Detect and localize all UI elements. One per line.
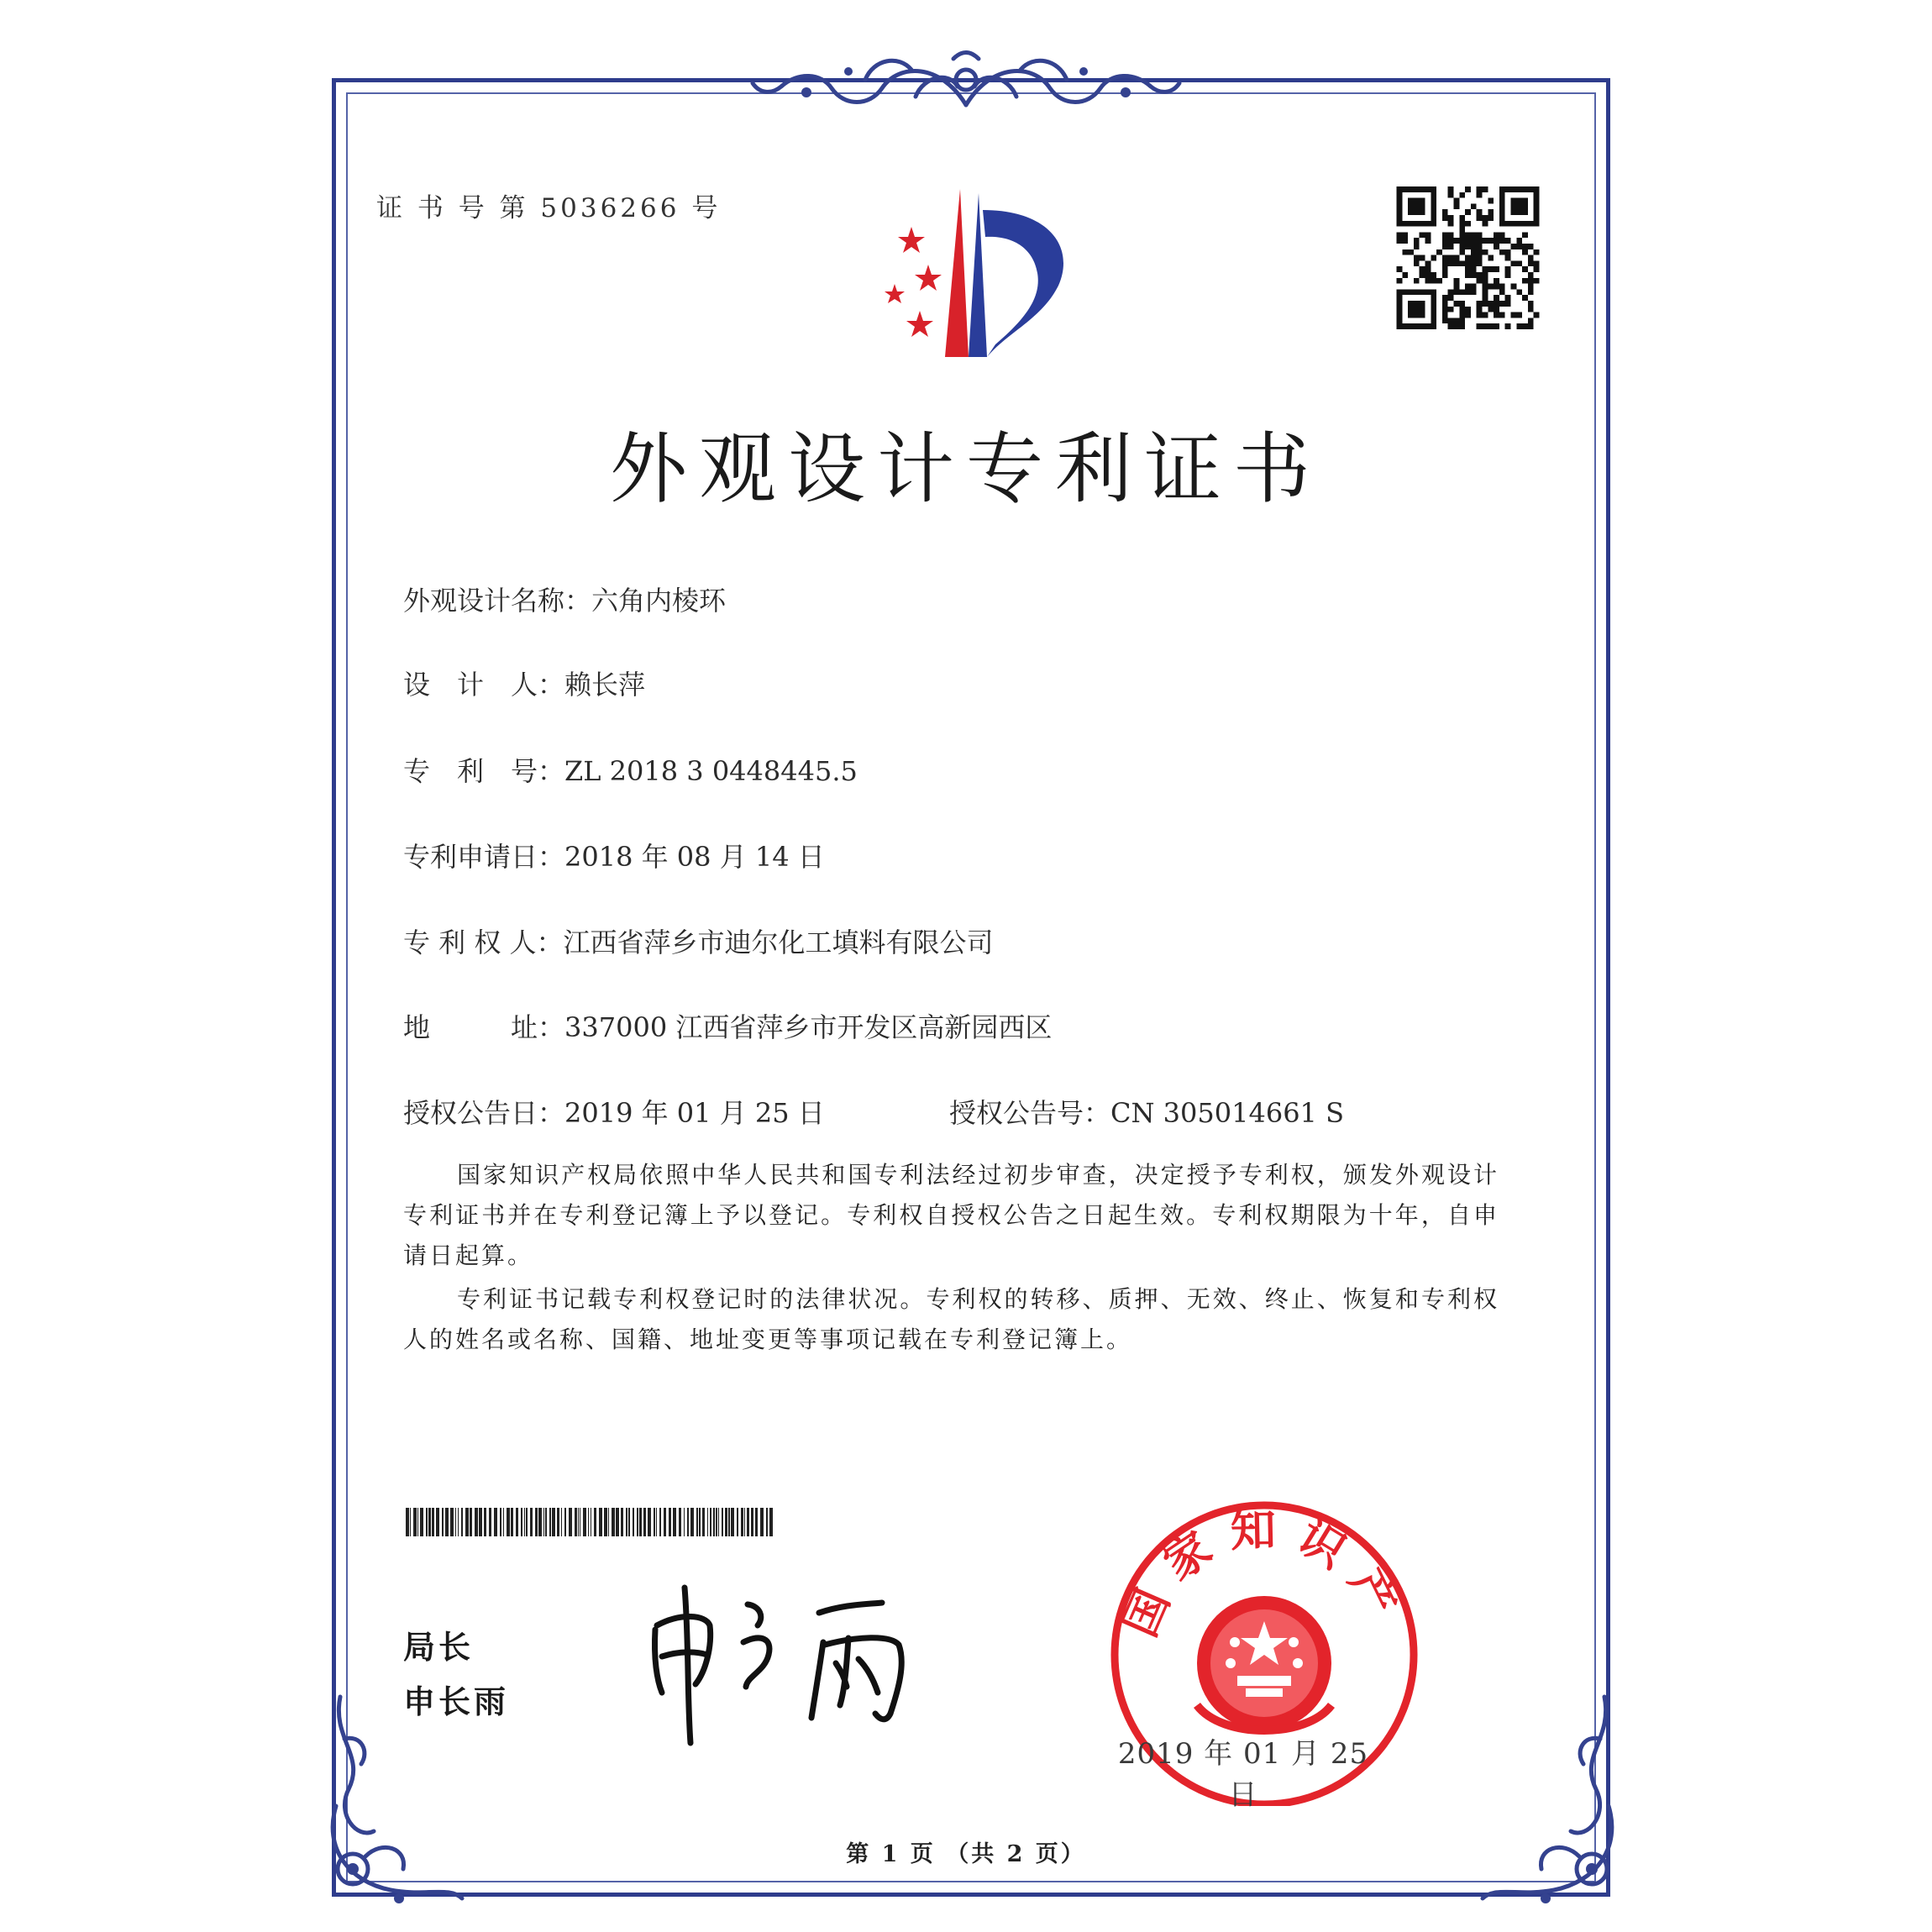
seal-date: 2019 年 01 月 25 日 [1117, 1737, 1369, 1812]
qr-code-icon [1394, 186, 1541, 333]
field-label: 外观设计名称： [403, 585, 592, 617]
top-ornament-icon [748, 46, 1184, 122]
field-design-name [403, 580, 726, 618]
field-label: 专 利 号： [403, 755, 565, 787]
field-label: 专利申请日： [403, 841, 565, 873]
field-label: 专 利 权 人： [403, 927, 564, 958]
field-value: 2019 年 01 月 25 日 [564, 1097, 825, 1129]
cnipa-logo-icon [861, 185, 1079, 365]
field-label: 授权公告日： [403, 1097, 565, 1129]
field-value: 赖长萍 [564, 669, 646, 701]
field-patent-number [403, 750, 858, 789]
field-label: 授权公告号： [949, 1097, 1111, 1129]
certificate-number: 证 书 号 第 5036266 号 [376, 193, 722, 223]
field-label: 地 址： [403, 1011, 565, 1043]
page-indicator: 第 1 页 （共 2 页） [846, 1841, 1086, 1867]
field-value: ZL 2018 3 0448445.5 [564, 755, 858, 787]
seal-text: 国家知识产 [1112, 1502, 1415, 1645]
field-designer [403, 664, 645, 702]
director-name: 申长雨 [403, 1683, 510, 1720]
field-value: CN 305014661 S [1110, 1097, 1344, 1129]
field-label: 设 计 人： [403, 669, 565, 701]
body-paragraph-2: 专利证书记载专利权登记时的法律状况。专利权的转移、质押、无效、终止、恢复和专利权人的姓名或名称、国籍、地址变更等事项记载在专利登记簿上。 [403, 1285, 1499, 1353]
field-value: 337000 江西省萍乡市开发区高新园西区 [564, 1011, 1053, 1043]
field-application-date [403, 836, 825, 874]
handwritten-signature-icon [647, 1579, 966, 1751]
field-value: 江西省萍乡市迪尔化工填料有限公司 [563, 927, 994, 958]
bottom-right-ornament-icon [1478, 1688, 1630, 1915]
field-patentee [403, 921, 994, 960]
body-paragraph-1: 国家知识产权局依照中华人民共和国专利法经过初步审查，决定授予专利权，颁发外观设计专利证书并在专利登记簿上予以登记。专利权自授权公告之日起生效。专利权期限为十年，自申请日起算。 [403, 1161, 1499, 1269]
field-address [403, 1006, 1052, 1045]
field-value: 2018 年 08 月 14 日 [564, 841, 825, 873]
field-grant-number [949, 1092, 1344, 1131]
document-title: 外观设计专利证书 [609, 424, 1322, 514]
bottom-left-ornament-icon [315, 1688, 466, 1915]
director-title: 局长 [403, 1629, 475, 1666]
field-value: 六角内棱环 [591, 585, 727, 617]
barcode-icon [406, 1508, 775, 1540]
field-grant-date [403, 1092, 825, 1131]
